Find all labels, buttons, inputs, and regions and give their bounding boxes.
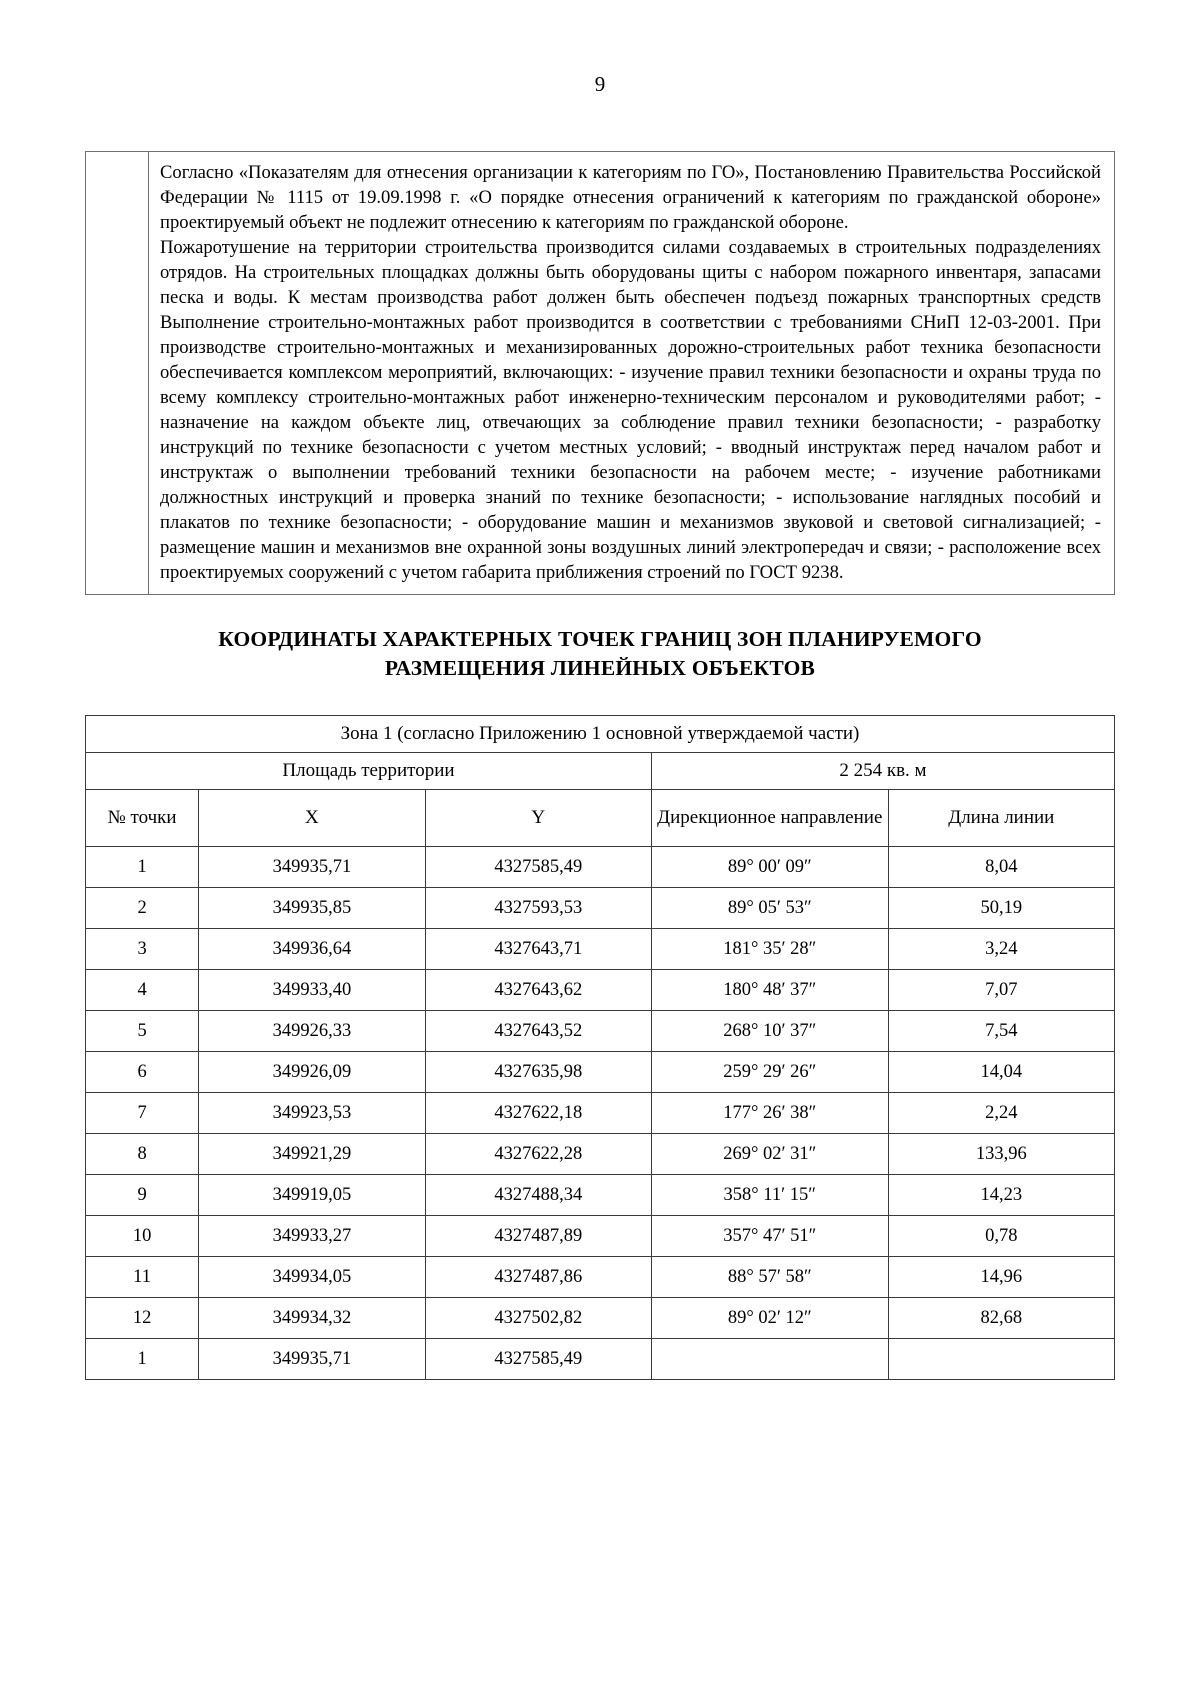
cell-direction: 88° 57′ 58″ <box>651 1256 888 1297</box>
column-header-y: Y <box>425 789 651 846</box>
section-heading: КООРДИНАТЫ ХАРАКТЕРНЫХ ТОЧЕК ГРАНИЦ ЗОН ПЛАНИРУЕМОГО РАЗМЕЩЕНИЯ ЛИНЕЙНЫХ ОБЪЕКТОВ <box>218 627 982 680</box>
table-row <box>86 1215 1115 1256</box>
area-value-cell: 2 254 кв. м <box>651 752 1114 789</box>
cell-x: 349926,09 <box>199 1051 425 1092</box>
cell-point-number: 1 <box>86 1338 199 1379</box>
cell-point-number: 10 <box>86 1215 199 1256</box>
cell-direction: 259° 29′ 26″ <box>651 1051 888 1092</box>
cell-x: 349921,29 <box>199 1133 425 1174</box>
cell-y: 4327488,34 <box>425 1174 651 1215</box>
cell-line-length: 3,24 <box>888 928 1114 969</box>
table-row-zone-title <box>86 715 1115 752</box>
page-number: 9 <box>594 72 606 96</box>
note-paragraph-1: Согласно «Показателям для отнесения организации к категориям по ГО», Постановлению Правительства Российской Федерации № 1115 от 19.09.1998 г. «О порядке отнесения ограничений к категориям по гражданской обороне» проектируемый объект не подлежит отнесению к категориям по гражданской обороне. <box>160 162 1101 233</box>
cell-x: 349933,40 <box>199 969 425 1010</box>
cell-x: 349935,71 <box>199 1338 425 1379</box>
cell-point-number: 4 <box>86 969 199 1010</box>
cell-direction: 268° 10′ 37″ <box>651 1010 888 1051</box>
column-header-point-number: № точки <box>86 789 199 846</box>
cell-line-length: 14,04 <box>888 1051 1114 1092</box>
cell-point-number: 1 <box>86 846 199 887</box>
cell-x: 349923,53 <box>199 1092 425 1133</box>
note-gutter-column <box>86 152 149 594</box>
cell-line-length: 14,96 <box>888 1256 1114 1297</box>
cell-line-length: 7,54 <box>888 1010 1114 1051</box>
cell-point-number: 5 <box>86 1010 199 1051</box>
cell-x: 349934,05 <box>199 1256 425 1297</box>
cell-x: 349936,64 <box>199 928 425 969</box>
cell-y: 4327487,86 <box>425 1256 651 1297</box>
cell-direction: 180° 48′ 37″ <box>651 969 888 1010</box>
cell-y: 4327622,28 <box>425 1133 651 1174</box>
cell-y: 4327643,52 <box>425 1010 651 1051</box>
cell-point-number: 3 <box>86 928 199 969</box>
table-row <box>86 969 1115 1010</box>
cell-x: 349934,32 <box>199 1297 425 1338</box>
column-header-x: X <box>199 789 425 846</box>
note-paragraph-2: Пожаротушение на территории строительства производится силами создаваемых в строительных подразделениях отрядов. На строительных площадках должны быть оборудованы щиты с набором пожарного инвентаря, запасами песка и воды. К местам производства работ должен быть обеспечен подъезд пожарных транспортных средств Выполнение строительно-монтажных работ производится в соответствии с требованиями СНиП 12-03-2001. При производстве строительно-монтажных и механизированных дорожно-строительных работ техника безопасности обеспечивается комплексом мероприятий, включающих: - изучение правил техники безопасности и охраны труда по всему комплексу строительно-монтажных работ инженерно-техническим персоналом и руководителями работ; - назначение на каждом объекте лиц, отвечающих за соблюдение правил техники безопасности; - разработку инструкций по технике безопасности с учетом местных условий; - вводный инструктаж перед началом работ и инструктаж о выполнении требований техники безопасности на рабочем месте; - изучение работниками должностных инструкций и проверка знаний по технике безопасности; - использование наглядных пособий и плакатов по технике безопасности; - оборудование машин и механизмов звуковой и световой сигнализацией; - размещение машин и механизмов вне охранной зоны воздушных линий электропередач и связи; - расположение всех проектируемых сооружений с учетом габарита приближения строений по ГОСТ 9238. <box>160 237 1101 583</box>
cell-direction: 357° 47′ 51″ <box>651 1215 888 1256</box>
table-row <box>86 1256 1115 1297</box>
table-row-column-headers <box>86 789 1115 846</box>
table-row <box>86 846 1115 887</box>
zone-title-cell: Зона 1 (согласно Приложению 1 основной утверждаемой части) <box>86 715 1115 752</box>
table-row <box>86 1010 1115 1051</box>
cell-y: 4327643,62 <box>425 969 651 1010</box>
cell-line-length: 8,04 <box>888 846 1114 887</box>
cell-direction: 89° 05′ 53″ <box>651 887 888 928</box>
table-row <box>86 928 1115 969</box>
cell-point-number: 8 <box>86 1133 199 1174</box>
table-row <box>86 887 1115 928</box>
table-row <box>86 1338 1115 1379</box>
cell-line-length: 50,19 <box>888 887 1114 928</box>
coordinates-table-body <box>86 846 1115 1379</box>
cell-y: 4327635,98 <box>425 1051 651 1092</box>
cell-direction: 89° 02′ 12″ <box>651 1297 888 1338</box>
cell-point-number: 7 <box>86 1092 199 1133</box>
cell-y: 4327585,49 <box>425 1338 651 1379</box>
cell-line-length: 14,23 <box>888 1174 1114 1215</box>
cell-point-number: 2 <box>86 887 199 928</box>
cell-y: 4327502,82 <box>425 1297 651 1338</box>
cell-line-length: 82,68 <box>888 1297 1114 1338</box>
cell-x: 349933,27 <box>199 1215 425 1256</box>
table-row <box>86 1092 1115 1133</box>
cell-line-length: 133,96 <box>888 1133 1114 1174</box>
cell-direction: 177° 26′ 38″ <box>651 1092 888 1133</box>
cell-y: 4327622,18 <box>425 1092 651 1133</box>
cell-direction: 269° 02′ 31″ <box>651 1133 888 1174</box>
cell-direction: 181° 35′ 28″ <box>651 928 888 969</box>
cell-point-number: 6 <box>86 1051 199 1092</box>
cell-y: 4327487,89 <box>425 1215 651 1256</box>
column-header-line-length: Длина линии <box>888 789 1114 846</box>
cell-direction: 358° 11′ 15″ <box>651 1174 888 1215</box>
cell-x: 349935,71 <box>199 846 425 887</box>
area-label-cell: Площадь территории <box>86 752 652 789</box>
cell-line-length: 7,07 <box>888 969 1114 1010</box>
cell-y: 4327593,53 <box>425 887 651 928</box>
cell-direction <box>651 1338 888 1379</box>
cell-point-number: 12 <box>86 1297 199 1338</box>
note-body <box>149 152 1114 594</box>
cell-line-length <box>888 1338 1114 1379</box>
table-row <box>86 1051 1115 1092</box>
coordinates-table <box>85 715 1115 1380</box>
table-row-area <box>86 752 1115 789</box>
table-row <box>86 1297 1115 1338</box>
cell-direction: 89° 00′ 09″ <box>651 846 888 887</box>
note-block <box>85 151 1115 595</box>
cell-line-length: 0,78 <box>888 1215 1114 1256</box>
cell-y: 4327643,71 <box>425 928 651 969</box>
table-row <box>86 1174 1115 1215</box>
cell-y: 4327585,49 <box>425 846 651 887</box>
cell-x: 349935,85 <box>199 887 425 928</box>
coordinates-table-wrapper <box>85 715 1115 1380</box>
cell-x: 349926,33 <box>199 1010 425 1051</box>
column-header-direction: Дирекционное направление <box>651 789 888 846</box>
cell-x: 349919,05 <box>199 1174 425 1215</box>
cell-line-length: 2,24 <box>888 1092 1114 1133</box>
cell-point-number: 9 <box>86 1174 199 1215</box>
cell-point-number: 11 <box>86 1256 199 1297</box>
table-row <box>86 1133 1115 1174</box>
